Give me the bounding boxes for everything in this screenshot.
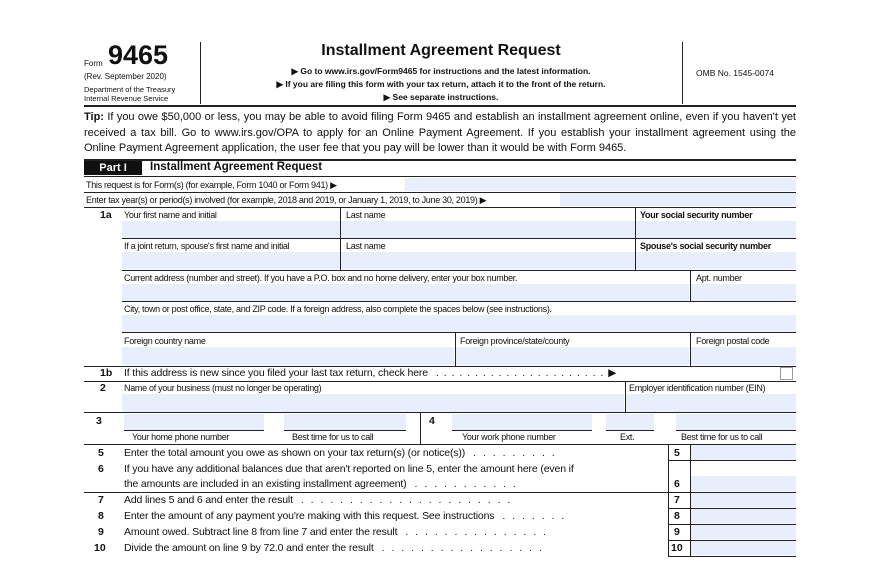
line-10-leader: . . . . . . . . . . . . . . . . . [381, 542, 544, 554]
foreign-country-label: Foreign country name [124, 336, 206, 346]
form-title: Installment Agreement Request [321, 42, 561, 59]
request-form-label: This request is for Form(s) (for example, Form 1040 or Form 941) ▶ [86, 180, 337, 190]
line-6-row [124, 478, 518, 490]
work-phone-label: Your work phone number [462, 432, 556, 442]
line-5-leader: . . . . . . . . . [473, 447, 557, 459]
best-time-home-field[interactable] [284, 414, 406, 431]
best-time-work-label: Best time for us to call [681, 432, 763, 442]
part-label: Part I [84, 161, 142, 175]
foreign-postal-label: Foreign postal code [696, 336, 770, 346]
line-6-number: 6 [98, 463, 104, 475]
part-title: Installment Agreement Request [150, 161, 323, 173]
instruction-3: ▶ See separate instructions. [383, 92, 499, 102]
spouse-last-name-label: Last name [346, 241, 386, 251]
extension-label: Ext. [620, 432, 635, 442]
spouse-first-name-field[interactable] [122, 252, 340, 269]
line-6-leader: . . . . . . . . . . . [414, 478, 518, 490]
foreign-province-label: Foreign province/state/county [460, 336, 570, 346]
line-3-number: 3 [96, 415, 102, 427]
line-7-label: Add lines 5 and 6 and enter the result [124, 494, 293, 506]
line-7-amount-field[interactable] [691, 493, 796, 507]
line-8-amount-field[interactable] [691, 509, 796, 523]
line-9-leader: . . . . . . . . . . . . . . . [405, 526, 548, 538]
foreign-province-field[interactable] [456, 347, 689, 365]
request-form-field[interactable] [405, 178, 796, 191]
work-phone-field[interactable] [452, 414, 592, 431]
line-6-box-number: 6 [674, 478, 680, 490]
address-field[interactable] [122, 284, 689, 301]
line-2-number: 2 [100, 382, 106, 394]
instruction-1: ▶ Go to www.irs.gov/Form9465 for instructions and the latest information. [291, 66, 591, 76]
spouse-last-name-field[interactable] [341, 252, 635, 269]
business-name-label: Name of your business (must no longer be operating) [124, 383, 322, 393]
line-10-row [124, 542, 544, 554]
spouse-ssn-label: Spouse's social security number [640, 241, 771, 251]
ein-label: Employer identification number (EIN) [629, 383, 766, 393]
line-10-number: 10 [94, 542, 106, 554]
first-name-field[interactable] [122, 221, 340, 238]
line-5-row [124, 447, 557, 459]
line-10-amount-field[interactable] [691, 541, 796, 555]
line-8-row [124, 510, 566, 522]
home-phone-field[interactable] [124, 414, 264, 431]
city-field[interactable] [122, 315, 796, 332]
line-7-row [124, 494, 512, 506]
line-5-amount-field[interactable] [691, 445, 796, 460]
spouse-ssn-field[interactable] [636, 252, 796, 269]
line-5-number: 5 [98, 447, 104, 459]
ssn-label: Your social security number [640, 210, 753, 220]
line-10-box-number: 10 [671, 542, 683, 554]
line-7-number: 7 [98, 494, 104, 506]
first-name-label: Your first name and initial [124, 210, 217, 220]
extension-field[interactable] [606, 414, 654, 431]
line-9-amount-field[interactable] [691, 525, 796, 539]
business-name-field[interactable] [122, 394, 624, 412]
new-address-checkbox[interactable] [780, 367, 793, 380]
tip-text: Tip: If you owe $50,000 or less, you may be able to avoid filing Form 9465 and establish an installment agreement online, even if you haven't yet received a tax bill. Go to www.irs.gov/OPA to apply for an Online Payment Agreement. If you establish your installment agreement using the Online Payment Agreement application, the user fee that you pay will be lower than it would be with Form 9465. [84, 111, 796, 154]
line-1b-number: 1b [100, 367, 113, 379]
line-10-label: Divide the amount on line 9 by 72.0 and enter the result [124, 542, 374, 554]
line-1a-number: 1a [100, 209, 112, 221]
line-8-number: 8 [98, 510, 104, 522]
foreign-postal-field[interactable] [691, 347, 796, 365]
foreign-country-field[interactable] [122, 347, 454, 365]
line-9-box-number: 9 [674, 526, 680, 538]
best-time-home-label: Best time for us to call [292, 432, 374, 442]
tax-years-label: Enter tax year(s) or period(s) involved (for example, 2018 and 2019, or January 1, 2019, to June 30, 2019) ▶ [86, 195, 487, 205]
line-1b-leader: . . . . . . . . . . . . . . . . . . . . . . ▶ [435, 367, 618, 379]
line-8-box-number: 8 [674, 510, 680, 522]
ssn-field[interactable] [636, 221, 796, 238]
line-6-amount-field[interactable] [691, 476, 796, 491]
form-number: 9465 [108, 40, 169, 70]
line-7-leader: . . . . . . . . . . . . . . . . . . . . . . [300, 494, 513, 506]
line-5-box-number: 5 [674, 447, 680, 459]
address-label: Current address (number and street). If you have a P.O. box and no home delivery, enter your box number. [124, 273, 518, 283]
line-8-leader: . . . . . . . [502, 510, 567, 522]
line-4-number: 4 [429, 415, 435, 427]
line-9-row [124, 526, 548, 538]
line-9-number: 9 [98, 526, 104, 538]
last-name-field[interactable] [341, 221, 635, 238]
line-7-box-number: 7 [674, 494, 680, 506]
apt-label: Apt. number [696, 273, 742, 283]
home-phone-label: Your home phone number [132, 432, 230, 442]
best-time-work-field[interactable] [676, 414, 796, 431]
new-address-label: If this address is new since you filed your last tax return, check here [124, 367, 428, 379]
tax-years-field[interactable] [560, 193, 796, 206]
instruction-2: ▶ If you are filing this form with your tax return, attach it to the front of the return. [276, 79, 606, 89]
dept: Department of the Treasury [84, 85, 176, 94]
spouse-first-name-label: If a joint return, spouse's first name and initial [124, 241, 290, 251]
ein-field[interactable] [626, 394, 796, 412]
line-6-label: If you have any additional balances due that aren't reported on line 5, enter the amount here (even if [124, 463, 574, 475]
line-1b-row [124, 367, 617, 379]
agency: Internal Revenue Service [84, 94, 169, 103]
line-8-label: Enter the amount of any payment you're making with this request. See instructions [124, 510, 495, 522]
omb-number: OMB No. 1545-0074 [696, 68, 774, 78]
last-name-label: Last name [346, 210, 386, 220]
line-9-label: Amount owed. Subtract line 8 from line 7 and enter the result [124, 526, 398, 538]
line-5-label: Enter the total amount you owe as shown on your tax return(s) (or notice(s)) [124, 447, 466, 459]
revision: (Rev. September 2020) [84, 72, 167, 81]
apt-field[interactable] [691, 284, 796, 301]
line-6-label-cont: the amounts are included in an existing installment agreement) [124, 478, 407, 490]
form-label: Form [84, 59, 103, 68]
city-label: City, town or post office, state, and ZIP code. If a foreign address, also complete the spaces below (see instructions). [124, 304, 552, 314]
